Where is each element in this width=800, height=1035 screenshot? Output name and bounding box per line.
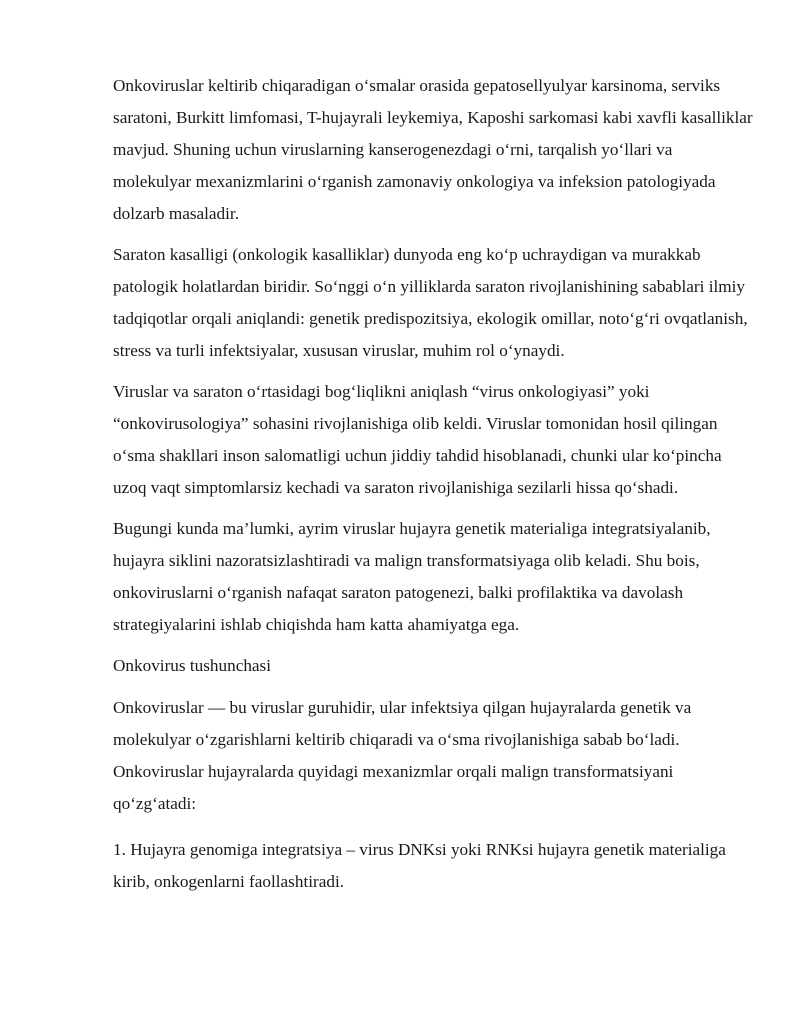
section-heading: Onkovirus tushunchasi (113, 656, 272, 675)
document-body (113, 70, 753, 907)
paragraph-oncovirus-definition: Onkoviruslar — bu viruslar guruhidir, ular infektsiya qilgan hujayralarda genetik va molekulyar o‘zgarishlarni keltirib chiqaradi va o‘sma rivojlanishiga sabab bo‘ladi. Onkoviruslar hujayralarda quyidagi mexanizmlar orqali malign transformatsiyani qo‘zg‘atadi: (113, 698, 692, 813)
paragraph-virus-oncology: Viruslar va saraton o‘rtasidagi bog‘liqlikni aniqlash “virus onkologiyasi” yoki “onkovirusologiya” sohasini rivojlanishiga olib keldi. Viruslar tomonidan hosil qilingan o‘sma shakllari inson salomatligi uchun jiddiy tahdid hisoblanadi, chunki ular ko‘pincha uzoq vaqt simptomlarsiz kechadi va saraton rivojlanishiga sezilarli hissa qo‘shadi. (113, 382, 722, 497)
paragraph-malignant-transformation: Bugungi kunda ma’lumki, ayrim viruslar hujayra genetik materialiga integratsiyalanib, hujayra siklini nazoratsizlashtiradi va malign transformatsiyaga olib keladi. Shu bois, onkoviruslarni o‘rganish nafaqat saraton patogenezi, balki profilaktika va davolash strategiyalarini ishlab chiqishda ham katta ahamiyatga ega. (113, 519, 711, 634)
paragraph-cancer-causes: Saraton kasalligi (onkologik kasalliklar) dunyoda eng ko‘p uchraydigan va murakkab patologik holatlardan biridir. So‘nggi o‘n yilliklarda saraton rivojlanishining sabablari ilmiy tadqiqotlar orqali aniqlandi: genetik predispozitsiya, ekologik omillar, noto‘g‘ri ovqatlanish, stress va turli infektsiyalar, xususan viruslar, muhim rol o‘ynaydi. (113, 245, 748, 360)
list-item-1: 1. Hujayra genomiga integratsiya – virus DNKsi yoki RNKsi hujayra genetik materialiga kirib, onkogenlarni faollashtiradi. (113, 840, 726, 891)
paragraph-oncovirus-diseases: Onkoviruslar keltirib chiqaradigan o‘smalar orasida gepatosellyulyar karsinoma, serviks saratoni, Burkitt limfomasi, T-hujayrali leykemiya, Kaposhi sarkomasi kabi xavfli kasalliklar mavjud. Shuning uchun viruslarning kanserogenezdagi o‘rni, tarqalish yo‘llari va molekulyar mexanizmlarini o‘rganish zamonaviy onkologiya va infeksion patologiyada dolzarb masaladir. (113, 76, 753, 223)
